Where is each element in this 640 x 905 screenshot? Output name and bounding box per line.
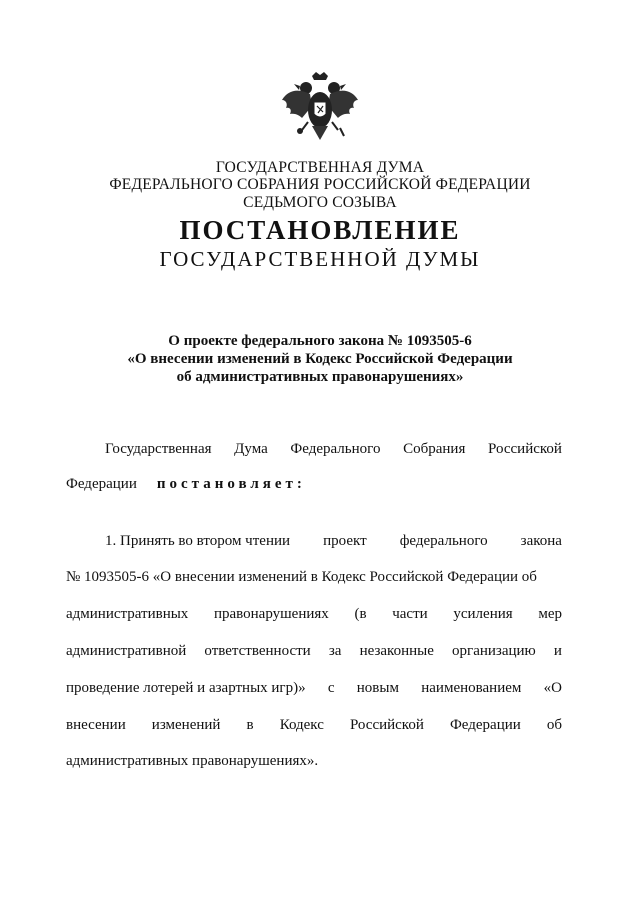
text-line: № 1093505-6 «О внесении изменений в Кодекс Российской Федерации об [66, 569, 537, 585]
word: проект [323, 533, 367, 549]
word: (в [354, 606, 367, 622]
double-headed-eagle-icon [272, 70, 368, 152]
subject-line-2: «О внесении изменений в Кодекс Российской Федерации [127, 351, 513, 367]
word: с [327, 680, 335, 696]
word: мер [538, 606, 562, 622]
state-emblem [272, 70, 368, 152]
para1-line-7 [66, 752, 562, 770]
word: Российской [349, 717, 424, 733]
word: Российской [488, 441, 562, 457]
word: за [328, 643, 342, 659]
word: Федерального [290, 441, 381, 457]
word: административных [66, 606, 189, 622]
word: изменений [151, 717, 221, 733]
word: усиления [453, 606, 513, 622]
word: и [553, 643, 562, 659]
word: организацию [452, 643, 536, 659]
word: новым [356, 680, 399, 696]
subject-line-3: об административных правонарушениях» [176, 369, 464, 385]
word: проведение лотерей и азартных игр)» [66, 680, 306, 696]
text-line: административных правонарушениях». [66, 753, 319, 769]
word: 1. Принять во втором чтении [105, 533, 291, 549]
word: ответственности [204, 643, 311, 659]
word: об [546, 717, 562, 733]
subject-line-1: О проекте федерального закона № 1093505-6 [168, 333, 472, 349]
header-line-duma: ГОСУДАРСТВЕННАЯ ДУМА [215, 159, 425, 176]
word: Дума [234, 441, 268, 457]
word: административной [66, 643, 187, 659]
document-type-title: ПОСТАНОВЛЕНИЕ [179, 215, 461, 245]
word: незаконные [359, 643, 434, 659]
preamble-line-1 [105, 440, 562, 458]
word: Собрания [403, 441, 466, 457]
header-line-federal-assembly: ФЕДЕРАЛЬНОГО СОБРАНИЯ РОССИЙСКОЙ ФЕДЕРАЦИИ [109, 176, 531, 193]
word: Кодекс [279, 717, 324, 733]
word: федерального [399, 533, 488, 549]
document-type-subtitle: ГОСУДАРСТВЕННОЙ ДУМЫ [159, 247, 481, 271]
para1-line-2 [66, 568, 562, 586]
preamble-line-2 [66, 475, 562, 493]
word: «О [543, 680, 562, 696]
word: внесении [66, 717, 126, 733]
word: в [246, 717, 254, 733]
decree-word: постановляет: [156, 476, 306, 492]
word: Федерации [449, 717, 521, 733]
para1-line-6 [66, 716, 562, 734]
header-line-convocation: СЕДЬМОГО СОЗЫВА [243, 194, 397, 211]
para1-line-1 [105, 532, 562, 550]
word: правонарушениях [213, 606, 329, 622]
word: закона [520, 533, 562, 549]
word: Государственная [105, 441, 212, 457]
para1-line-5 [66, 679, 562, 697]
para1-line-4 [66, 642, 562, 660]
word: Федерации [66, 476, 137, 492]
word: части [392, 606, 428, 622]
word: наименованием [421, 680, 522, 696]
para1-line-3 [66, 605, 562, 623]
